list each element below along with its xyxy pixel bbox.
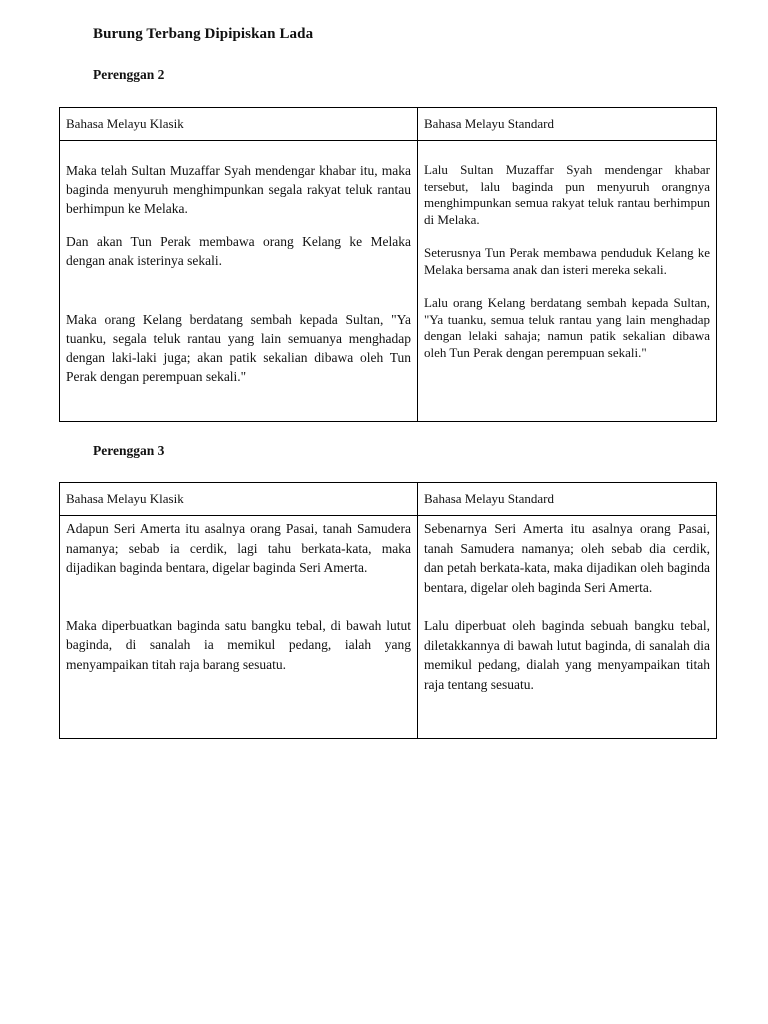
standard-cell (418, 141, 717, 422)
standard-paragraph: Lalu Sultan Muzaffar Syah mendengar khabar tersebut, lalu baginda pun menyuruh orangnya menghimpunkan semua rakyat teluk rantau berhimpun di Melaka. (424, 162, 710, 227)
column-header-standard: Bahasa Melayu Standard (418, 108, 717, 141)
table-header-row (60, 108, 717, 141)
klasik-cell (60, 516, 418, 739)
standard-paragraph: Sebenarnya Seri Amerta itu asalnya orang Pasai, tanah Samudera namanya; oleh sebab dia cerdik, dan petah berkata-kata, maka dijadikan oleh baginda bentara, digelar oleh baginda Seri Amerta. (424, 521, 710, 595)
column-header-klasik: Bahasa Melayu Klasik (60, 483, 418, 516)
klasik-paragraph: Maka diperbuatkan baginda satu bangku tebal, di bawah lutut baginda, di sanalah ia memikul pedang, ialah yang menyampaikan titah raja barang sesuatu. (66, 617, 411, 672)
table-header-row (60, 483, 717, 516)
table-row (60, 516, 717, 739)
column-header-klasik: Bahasa Melayu Klasik (60, 108, 418, 141)
klasik-paragraph: Adapun Seri Amerta itu asalnya orang Pasai, tanah Samudera namanya; sebab ia cerdik, lagi tahu berkata-kata, maka dijadikan baginda bentara, digelar baginda Seri Amerta. (66, 521, 411, 575)
comparison-table-perenggan-2 (59, 107, 717, 422)
standard-paragraph: Seterusnya Tun Perak membawa penduduk Kelang ke Melaka bersama anak dan isteri mereka sekali. (424, 245, 710, 277)
standard-paragraph: Lalu orang Kelang berdatang sembah kepada Sultan, "Ya tuanku, semua teluk rantau yang lain menghadap dengan lelaki sahaja; namun patik sekalian dibawa oleh Tun Perak dengan perempuan sekali." (424, 295, 710, 360)
document-title: Burung Terbang Dipipiskan Lada (93, 26, 314, 42)
column-header-standard: Bahasa Melayu Standard (418, 483, 717, 516)
section-heading-perenggan-3: Perenggan 3 (93, 443, 165, 458)
standard-cell (418, 516, 717, 739)
klasik-paragraph: Maka orang Kelang berdatang sembah kepada Sultan, "Ya tuanku, segala teluk rantau yang lain semuanya menghadap dengan laki-laki juga; akan patik sekalian dibawa oleh Tun Perak dengan perempuan sekali." (66, 312, 411, 384)
klasik-cell (60, 141, 418, 422)
comparison-table-perenggan-3 (59, 482, 717, 739)
standard-paragraph: Lalu diperbuat oleh baginda sebuah bangku tebal, diletakkannya di bawah lutut baginda, di sanalah dia memikul pedang, dialah yang menyampaikan titah raja tentang sesuatu. (424, 618, 710, 692)
klasik-paragraph: Maka telah Sultan Muzaffar Syah mendengar khabar itu, maka baginda menyuruh menghimpunkan segala rakyat teluk rantau berhimpun ke Melaka. (66, 163, 411, 216)
section-heading-perenggan-2: Perenggan 2 (93, 67, 165, 82)
klasik-paragraph: Dan akan Tun Perak membawa orang Kelang ke Melaka dengan anak isterinya sekali. (66, 234, 411, 268)
table-row (60, 141, 717, 422)
